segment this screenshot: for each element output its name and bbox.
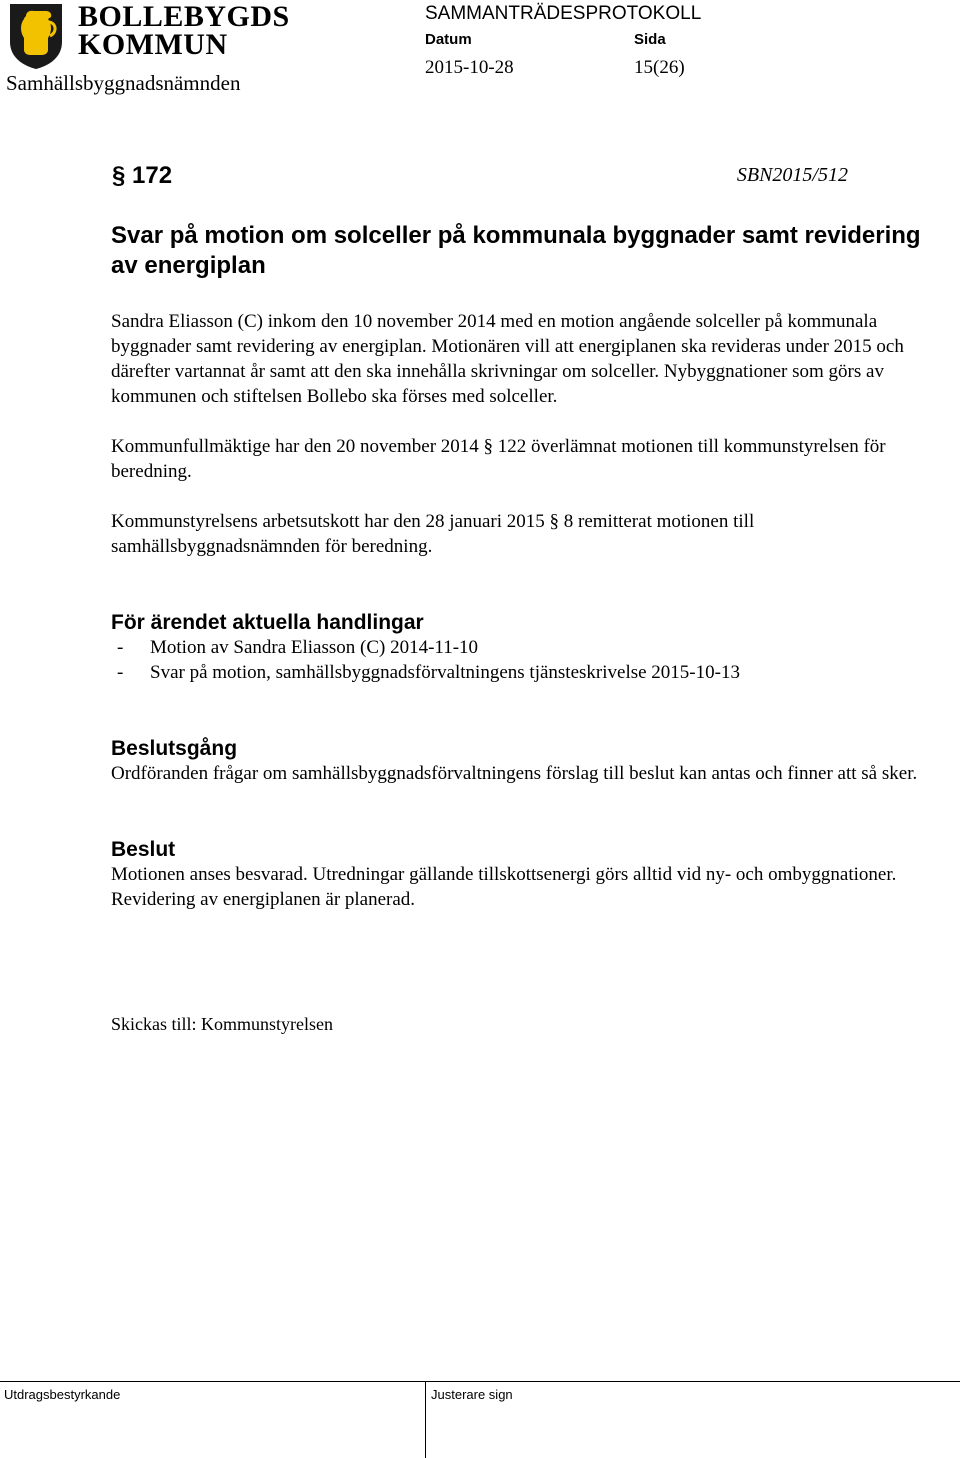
page-label: Sida xyxy=(634,31,666,48)
council-referral-paragraph: Kommunfullmäktige har den 20 november 2014 § 122 överlämnat motionen till kommunstyrelsen för beredning. xyxy=(111,436,886,482)
document-entry: Svar på motion, samhällsbyggnadsförvaltningens tjänsteskrivelse 2015-10-13 xyxy=(150,662,740,683)
document-entry: Motion av Sandra Eliasson (C) 2014-11-10 xyxy=(150,637,479,658)
decision-text: Motionen anses besvarad. Utredningar gällande tillskottsenergi görs alltid vid ny- och ombyggnationer. Revidering av energiplanen är planerad. xyxy=(111,864,897,910)
list-dash: - xyxy=(117,662,124,683)
date-label: Datum xyxy=(425,31,472,48)
adjuster-signature-label: Justerare sign xyxy=(431,1387,513,1402)
footer-divider xyxy=(425,1381,426,1458)
documents-heading: För ärendet aktuella handlingar xyxy=(111,611,424,634)
paragraph-number: § 172 xyxy=(112,162,173,189)
document-type: SAMMANTRÄDESPROTOKOLL xyxy=(425,3,702,24)
committee-referral-paragraph: Kommunstyrelsens arbetsutskott har den 28 januari 2015 § 8 remitterat motionen till samhällsbyggnadsnämnden för beredning. xyxy=(111,511,755,557)
procedure-heading: Beslutsgång xyxy=(111,737,238,760)
distribution-line: Skickas till: Kommunstyrelsen xyxy=(111,1014,333,1034)
documents-list xyxy=(111,635,931,685)
decision-heading: Beslut xyxy=(111,838,176,861)
motion-background-paragraph: Sandra Eliasson (C) inkom den 10 november 2014 med en motion angående solceller på kommunala byggnader samt revidering av energiplan. Motionären vill att energiplanen ska revideras under 2015 och därefter vartannat år samt att den ska innehålla skrivningar om solceller. Nybyggnationer som görs av kommunen och stiftelsen Bollebo ska förses med solceller. xyxy=(111,311,904,407)
footer-rule xyxy=(0,1381,960,1382)
procedure-text: Ordföranden frågar om samhällsbyggnadsförvaltningens förslag till beslut kan antas och finner att så sker. xyxy=(111,763,918,784)
item-title: Svar på motion om solceller på kommunala byggnader samt revidering av energiplan xyxy=(111,222,921,279)
certification-label: Utdragsbestyrkande xyxy=(4,1387,121,1402)
list-dash: - xyxy=(117,637,124,658)
list-item xyxy=(111,660,931,685)
case-reference: SBN2015/512 xyxy=(736,164,848,186)
list-item xyxy=(111,635,931,660)
org-name-line2: KOMMUN xyxy=(78,28,228,61)
date-value: 2015-10-28 xyxy=(425,57,514,78)
municipal-crest-icon xyxy=(6,2,66,70)
page-value: 15(26) xyxy=(634,57,685,78)
org-name-line1: BOLLEBYGDS xyxy=(78,0,290,33)
committee-name: Samhällsbyggnadsnämnden xyxy=(6,71,241,95)
item-content xyxy=(111,221,931,1062)
